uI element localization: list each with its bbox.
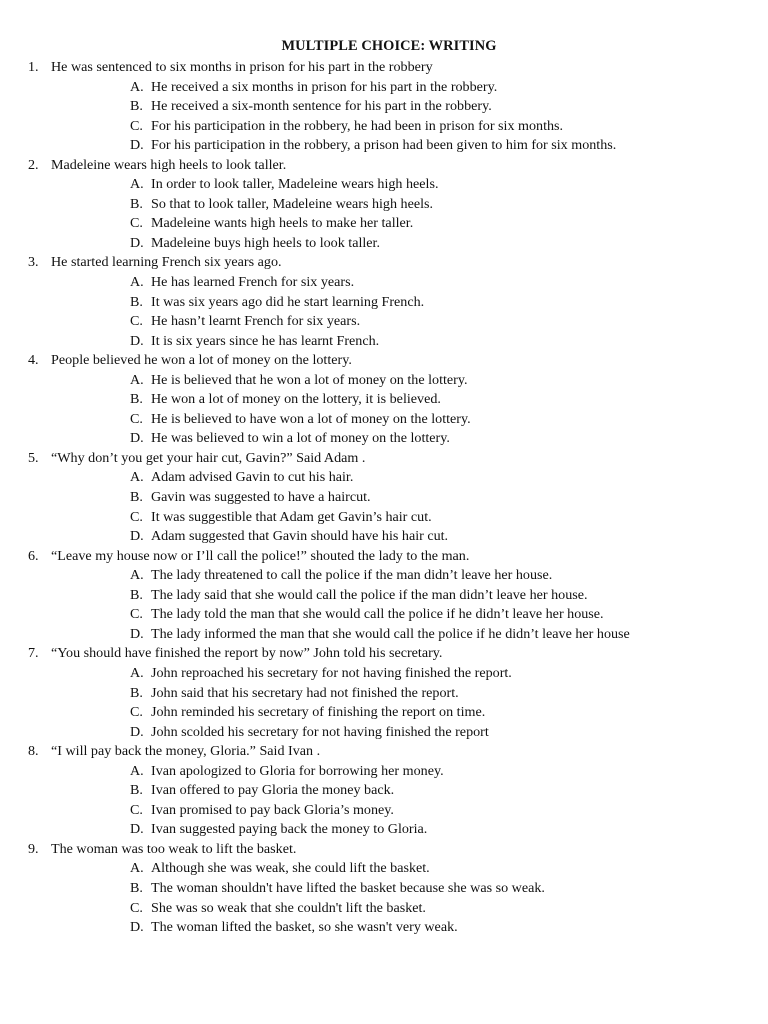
option-text: Gavin was suggested to have a haircut. <box>151 489 371 506</box>
option-text: For his participation in the robbery, a prison had been given to him for six months. <box>151 137 617 154</box>
option-text: For his participation in the robbery, he had been in prison for six months. <box>151 117 564 134</box>
answer-option <box>0 214 768 234</box>
answer-option <box>0 801 768 821</box>
answer-option <box>0 762 768 782</box>
option-text: He won a lot of money on the lottery, it is believed. <box>151 391 441 408</box>
option-letter: A. <box>130 176 144 193</box>
option-text: The lady told the man that she would call the police if he didn’t leave her house. <box>151 606 604 623</box>
option-text: Madeleine wants high heels to make her taller. <box>151 215 414 232</box>
option-letter: B. <box>130 98 143 115</box>
option-letter: A. <box>130 371 144 388</box>
answer-option <box>0 781 768 801</box>
answer-option <box>0 566 768 586</box>
answer-option <box>0 879 768 899</box>
option-letter: C. <box>130 704 143 721</box>
option-text: He has learned French for six years. <box>151 274 355 291</box>
option-letter: C. <box>130 313 143 330</box>
answer-option <box>0 293 768 313</box>
option-letter: D. <box>130 137 144 154</box>
option-text: Madeleine buys high heels to look taller. <box>151 234 380 251</box>
question-number: 4. <box>28 352 39 369</box>
option-letter: D. <box>130 625 144 642</box>
option-letter: B. <box>130 586 143 603</box>
answer-option <box>0 899 768 919</box>
option-letter: A. <box>130 860 144 877</box>
option-text: The woman shouldn't have lifted the basket because she was so weak. <box>151 879 545 896</box>
answer-option <box>0 468 768 488</box>
option-text: Adam suggested that Gavin should have his hair cut. <box>151 528 449 545</box>
answer-option <box>0 117 768 137</box>
option-text: The lady informed the man that she would call the police if he didn’t leave her house <box>151 625 630 642</box>
question-3 <box>0 253 768 273</box>
answer-option <box>0 527 768 547</box>
answer-option <box>0 429 768 449</box>
question-prompt: “You should have finished the report by now” John told his secretary. <box>51 645 443 662</box>
option-letter: C. <box>130 606 143 623</box>
question-prompt: “I will pay back the money, Gloria.” Said Ivan . <box>51 743 321 760</box>
question-number: 5. <box>28 449 39 466</box>
answer-option <box>0 625 768 645</box>
question-number: 1. <box>28 59 39 75</box>
question-prompt: Madeleine wears high heels to look taller. <box>51 156 287 173</box>
option-letter: A. <box>130 664 144 681</box>
option-letter: C. <box>130 117 143 134</box>
question-number: 7. <box>28 645 39 662</box>
option-letter: A. <box>130 469 144 486</box>
page-title: MULTIPLE CHOICE: WRITING <box>281 38 497 54</box>
option-letter: C. <box>130 508 143 525</box>
answer-option <box>0 586 768 606</box>
answer-option <box>0 175 768 195</box>
answer-option <box>0 488 768 508</box>
option-text: It was suggestible that Adam get Gavin’s hair cut. <box>151 508 432 525</box>
option-text: It is six years since he has learnt French. <box>151 332 380 349</box>
option-letter: A. <box>130 274 144 291</box>
answer-option <box>0 664 768 684</box>
question-prompt: “Leave my house now or I’ll call the police!” shouted the lady to the man. <box>51 547 470 564</box>
option-letter: D. <box>130 723 144 740</box>
answer-option <box>0 136 768 156</box>
option-text: Adam advised Gavin to cut his hair. <box>151 469 354 486</box>
question-number: 2. <box>28 156 39 173</box>
answer-option <box>0 605 768 625</box>
question-number: 8. <box>28 743 39 760</box>
option-letter: D. <box>130 234 144 251</box>
answer-option <box>0 684 768 704</box>
option-letter: B. <box>130 293 143 310</box>
answer-option <box>0 234 768 254</box>
question-number: 9. <box>28 840 39 857</box>
option-text: The woman lifted the basket, so she wasn't very weak. <box>151 919 458 936</box>
option-letter: C. <box>130 899 143 916</box>
answer-option <box>0 195 768 215</box>
option-text: The lady threatened to call the police if the man didn’t leave her house. <box>151 567 553 584</box>
option-letter: B. <box>130 195 143 212</box>
option-letter: B. <box>130 391 143 408</box>
question-1 <box>0 58 768 78</box>
answer-option <box>0 703 768 723</box>
question-prompt: The woman was too weak to lift the basket. <box>51 840 297 857</box>
question-list <box>0 58 768 938</box>
option-letter: A. <box>130 567 144 584</box>
question-prompt: He was sentenced to six months in prison for his part in the robbery <box>51 59 433 75</box>
question-prompt: People believed he won a lot of money on the lottery. <box>51 352 352 369</box>
answer-option <box>0 78 768 98</box>
answer-option <box>0 312 768 332</box>
option-text: He is believed to have won a lot of money on the lottery. <box>151 410 471 427</box>
question-4 <box>0 351 768 371</box>
option-text: He was believed to win a lot of money on the lottery. <box>151 430 450 447</box>
answer-option <box>0 97 768 117</box>
option-letter: D. <box>130 332 144 349</box>
answer-option <box>0 918 768 938</box>
answer-option <box>0 508 768 528</box>
option-text: In order to look taller, Madeleine wears high heels. <box>151 176 439 193</box>
option-letter: C. <box>130 801 143 818</box>
answer-option <box>0 820 768 840</box>
question-prompt: He started learning French six years ago. <box>51 254 282 271</box>
option-text: It was six years ago did he start learning French. <box>151 293 425 310</box>
option-text: John reproached his secretary for not having finished the report. <box>151 664 512 681</box>
option-text: He is believed that he won a lot of money on the lottery. <box>151 371 468 388</box>
question-5 <box>0 449 768 469</box>
question-9 <box>0 840 768 860</box>
question-6 <box>0 547 768 567</box>
option-letter: B. <box>130 684 143 701</box>
option-text: Ivan apologized to Gloria for borrowing her money. <box>151 762 444 779</box>
option-text: John said that his secretary had not finished the report. <box>151 684 459 701</box>
option-letter: C. <box>130 410 143 427</box>
option-text: Ivan suggested paying back the money to Gloria. <box>151 821 428 838</box>
option-letter: D. <box>130 821 144 838</box>
option-text: She was so weak that she couldn't lift the basket. <box>151 899 426 916</box>
question-2 <box>0 156 768 176</box>
option-text: John scolded his secretary for not having finished the report <box>151 723 489 740</box>
answer-option <box>0 859 768 879</box>
question-7 <box>0 644 768 664</box>
option-text: Ivan offered to pay Gloria the money back. <box>151 782 395 799</box>
option-letter: A. <box>130 78 144 95</box>
option-letter: B. <box>130 489 143 506</box>
question-8 <box>0 742 768 762</box>
option-text: He received a six months in prison for his part in the robbery. <box>151 78 498 95</box>
option-letter: A. <box>130 762 144 779</box>
option-letter: D. <box>130 919 144 936</box>
option-text: Although she was weak, she could lift the basket. <box>151 860 430 877</box>
option-letter: B. <box>130 782 143 799</box>
option-text: He hasn’t learnt French for six years. <box>151 313 361 330</box>
option-letter: D. <box>130 528 144 545</box>
option-letter: C. <box>130 215 143 232</box>
option-letter: B. <box>130 879 143 896</box>
option-text: The lady said that she would call the police if the man didn’t leave her house. <box>151 586 588 603</box>
answer-option <box>0 410 768 430</box>
question-number: 6. <box>28 547 39 564</box>
question-number: 3. <box>28 254 39 271</box>
question-prompt: “Why don’t you get your hair cut, Gavin?” Said Adam . <box>51 449 366 466</box>
answer-option <box>0 371 768 391</box>
answer-option <box>0 273 768 293</box>
option-text: So that to look taller, Madeleine wears high heels. <box>151 195 434 212</box>
option-letter: D. <box>130 430 144 447</box>
answer-option <box>0 332 768 352</box>
answer-option <box>0 723 768 743</box>
option-text: Ivan promised to pay back Gloria’s money. <box>151 801 394 818</box>
answer-option <box>0 390 768 410</box>
option-text: He received a six-month sentence for his part in the robbery. <box>151 98 492 115</box>
option-text: John reminded his secretary of finishing the report on time. <box>151 704 486 721</box>
